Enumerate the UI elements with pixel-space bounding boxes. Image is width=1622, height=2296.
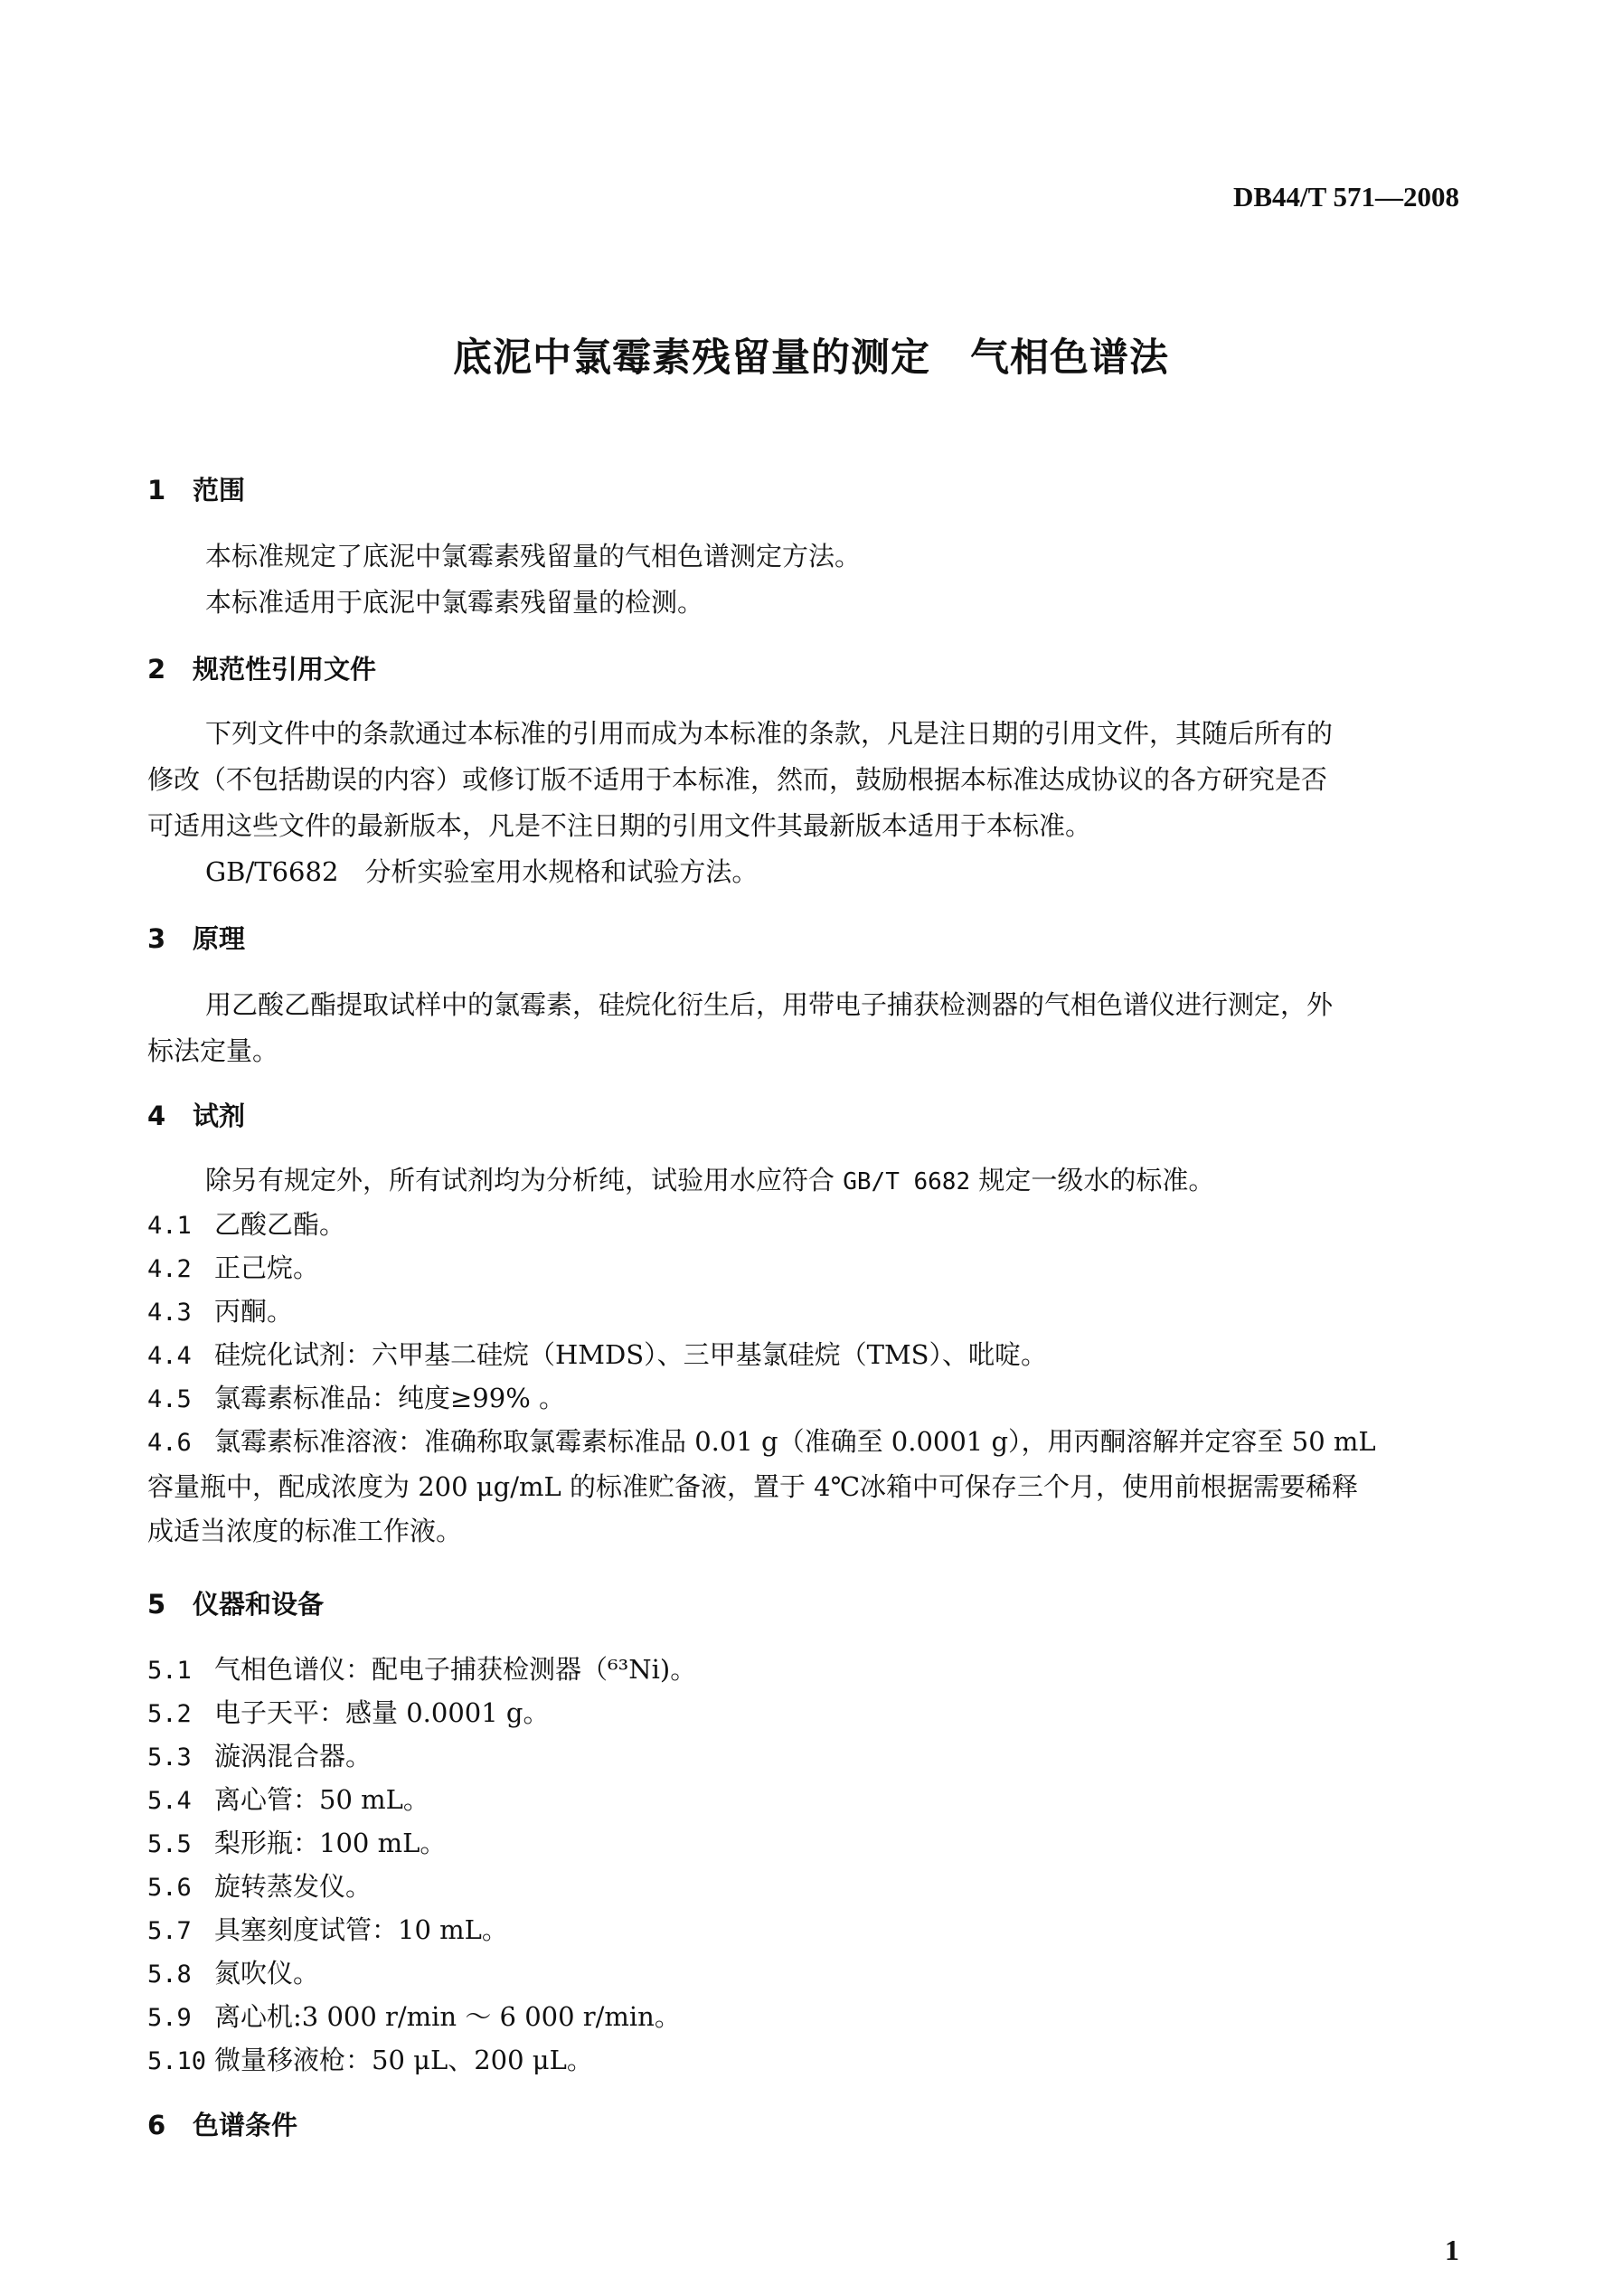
- paragraph-line: 可适用这些文件的最新版本，凡是不注日期的引用文件其最新版本适用于本标准。: [147, 810, 1092, 841]
- paragraph-line: 本标准规定了底泥中氯霉素残留量的气相色谱测定方法。: [205, 541, 862, 572]
- list-item: [147, 1995, 681, 2040]
- list-item: [147, 1908, 508, 1953]
- item-text: 氮吹仪。: [214, 1958, 320, 1989]
- item-number: 5.8: [147, 1961, 192, 1989]
- list-item: [147, 1290, 293, 1335]
- item-text: 乙酸乙酯。: [214, 1209, 346, 1240]
- item-number: 5.5: [147, 1830, 192, 1858]
- section-4-heading: [147, 1096, 245, 1133]
- item-text: 离心机:3 000 r/min ～ 6 000 r/min。: [214, 2001, 681, 2032]
- section-number: 3: [147, 923, 166, 954]
- list-item: [147, 1821, 446, 1866]
- list-item: [147, 1865, 372, 1910]
- item-number: 4.4: [147, 1342, 192, 1370]
- paragraph-line: 修改（不包括勘误的内容）或修订版不适用于本标准，然而，鼓励根据本标准达成协议的各方研究是否: [147, 764, 1328, 795]
- section-2-body: [147, 711, 1458, 895]
- section-number: 1: [147, 475, 166, 505]
- section-number: 6: [147, 2110, 166, 2140]
- paragraph-line: 本标准适用于底泥中氯霉素残留量的检测。: [205, 587, 704, 618]
- paragraph-line: 成适当浓度的标准工作液。: [147, 1516, 463, 1546]
- section-4-intro: [147, 1157, 1458, 1205]
- section-1-body: [147, 534, 1458, 626]
- list-item: [147, 1951, 319, 1997]
- list-item: [147, 1691, 549, 1736]
- section-2-heading: [147, 649, 376, 686]
- item-text: 微量移液枪：50 μL、200 μL。: [214, 2045, 593, 2075]
- section-3-heading: [147, 919, 245, 956]
- list-item-multiline: [147, 1420, 1458, 1554]
- item-text: 硅烷化试剂：六甲基二硅烷（HMDS）、三甲基氯硅烷（TMS）、吡啶。: [214, 1339, 1048, 1370]
- list-item: [147, 1376, 565, 1422]
- section-5-heading: [147, 1584, 324, 1621]
- list-item: [147, 1246, 319, 1291]
- section-title: 原理: [193, 923, 246, 954]
- paragraph-line: 容量瓶中，配成浓度为 200 μg/mL 的标准贮备液，置于 4℃冰箱中可保存三个月，使用前根据需要稀释: [147, 1471, 1359, 1502]
- item-number: 4.1: [147, 1212, 192, 1240]
- list-item: [147, 1203, 345, 1248]
- item-number: 5.1: [147, 1657, 192, 1685]
- page-number: 1: [1445, 2234, 1459, 2266]
- item-number: 5.3: [147, 1743, 192, 1772]
- item-text: 电子天平：感量 0.0001 g。: [214, 1697, 550, 1728]
- list-item: [147, 1734, 372, 1780]
- item-text: 氯霉素标准溶液：准确称取氯霉素标准品 0.01 g（准确至 0.0001 g），用丙酮溶解并定容至 50 mL: [214, 1426, 1376, 1457]
- item-number: 5.4: [147, 1787, 192, 1815]
- section-title: 规范性引用文件: [193, 654, 377, 685]
- list-item: [147, 1648, 696, 1693]
- intro-text: 除另有规定外，所有试剂均为分析纯，试验用水应符合: [205, 1165, 844, 1195]
- item-number: 5.6: [147, 1874, 192, 1902]
- paragraph-line: 用乙酸乙酯提取试样中的氯霉素，硅烷化衍生后，用带电子捕获检测器的气相色谱仪进行测定，外: [205, 989, 1334, 1020]
- section-title: 仪器和设备: [193, 1589, 325, 1620]
- item-text: 具塞刻度试管：10 mL。: [214, 1914, 508, 1945]
- section-title: 范围: [193, 475, 246, 505]
- section-number: 2: [147, 654, 166, 685]
- list-item: [147, 1333, 1047, 1378]
- document-number: DB44/T 571—2008: [1232, 181, 1459, 213]
- reference-line: GB/T6682 分析实验室用水规格和试验方法。: [205, 856, 759, 887]
- item-number: 5.2: [147, 1700, 192, 1728]
- item-number: 4.3: [147, 1299, 192, 1327]
- item-text: 梨形瓶：100 mL。: [214, 1828, 447, 1858]
- section-number: 4: [147, 1101, 166, 1131]
- section-1-heading: [147, 470, 245, 507]
- list-item: [147, 2038, 593, 2083]
- paragraph-line: 下列文件中的条款通过本标准的引用而成为本标准的条款，凡是注日期的引用文件，其随后所有的: [205, 718, 1334, 749]
- section-title: 试剂: [193, 1101, 246, 1131]
- standard-reference: GB/T 6682: [843, 1168, 971, 1195]
- item-text: 丙酮。: [214, 1296, 294, 1327]
- section-3-body: [147, 982, 1458, 1074]
- item-text: 漩涡混合器。: [214, 1741, 372, 1772]
- page-title: 底泥中氯霉素残留量的测定 气相色谱法: [453, 335, 1169, 381]
- paragraph-line: 标法定量。: [147, 1035, 279, 1066]
- section-title: 色谱条件: [193, 2110, 298, 2140]
- item-number: 4.5: [147, 1385, 192, 1413]
- item-number: 5.10: [147, 2047, 207, 2075]
- item-number: 4.6: [147, 1429, 192, 1457]
- item-text: 旋转蒸发仪。: [214, 1871, 372, 1902]
- list-item: [147, 1778, 429, 1823]
- item-text: 正己烷。: [214, 1252, 320, 1283]
- paragraph-line: [147, 1420, 1458, 1465]
- section-number: 5: [147, 1589, 166, 1620]
- item-number: 4.2: [147, 1255, 192, 1283]
- paragraph-line: [147, 1157, 1458, 1205]
- item-number: 5.9: [147, 2004, 192, 2032]
- item-text: 氯霉素标准品：纯度≥99% 。: [214, 1383, 565, 1413]
- item-text: 离心管：50 mL。: [214, 1784, 429, 1815]
- intro-text: 规定一级水的标准。: [970, 1165, 1215, 1195]
- section-6-heading: [147, 2105, 297, 2142]
- item-text: 气相色谱仪：配电子捕获检测器（⁶³Ni)。: [214, 1654, 697, 1685]
- item-number: 5.7: [147, 1917, 192, 1945]
